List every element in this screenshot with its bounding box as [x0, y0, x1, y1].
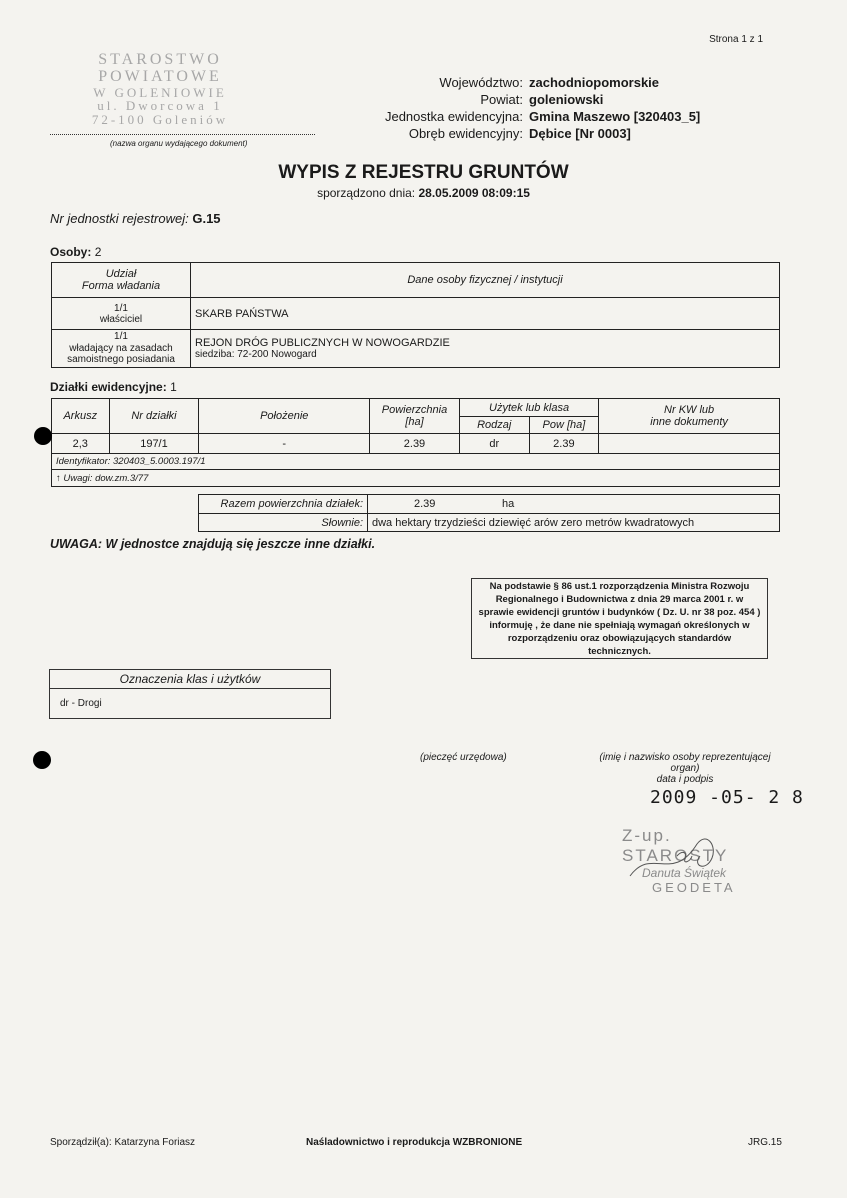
kw-header-line: Nr KW lub — [664, 404, 715, 416]
class-area-cell: 2.39 — [529, 434, 599, 454]
total-area-label: Razem powierzchnia działek: — [199, 495, 368, 514]
parcel-remarks: ↑ Uwagi: dow.zm.3/77 — [52, 470, 780, 487]
share-cell — [52, 330, 191, 368]
person-cell — [191, 298, 780, 330]
document-title: WYPIS Z REJESTRU GRUNTÓW — [278, 162, 569, 183]
person-row — [52, 298, 780, 330]
sheet-cell: 2,3 — [52, 434, 110, 454]
office-caption: (nazwa organu wydającego dokument) — [110, 139, 248, 148]
header-precinct — [330, 126, 830, 141]
signature-stamp-line: GEODETA — [652, 880, 736, 895]
person-row — [52, 330, 780, 368]
persons-header-row — [52, 263, 780, 298]
unit-label: Nr jednostki rejestrowej: — [50, 211, 189, 226]
share-header-line: Forma władania — [81, 280, 161, 292]
signer-caption-line: data i podpis — [656, 774, 714, 785]
persons-count: 2 — [94, 245, 102, 259]
parcels-count: 1 — [170, 380, 177, 394]
area-cell: 2.39 — [370, 434, 460, 454]
subtitle-prefix: sporządzono dnia: — [317, 186, 416, 200]
regulation-notice — [471, 578, 768, 659]
ownership-form: właściciel — [99, 313, 143, 325]
stamp-line: 72-100 Goleniów — [91, 111, 229, 127]
area-words-value: dwa hektary trzydzieści dziewięć arów zero metrów kwadratowych — [368, 514, 780, 532]
signer-caption-line: (imię i nazwisko osoby reprezentującej organ) — [599, 752, 771, 774]
parcel-number-header: Nr działki — [109, 399, 199, 434]
persons-label: Osoby: — [50, 245, 92, 259]
copyright-note: Naśladownictwo i reprodukcja WZBRONIONE — [306, 1137, 523, 1148]
header-value: Dębice [Nr 0003] — [529, 126, 631, 141]
header-value: goleniowski — [529, 92, 604, 107]
persons-heading — [50, 245, 101, 259]
office-stamp — [55, 52, 265, 127]
area-header — [370, 399, 460, 434]
person-detail: siedziba: 72-200 Nowogard — [195, 349, 317, 360]
stamp-line: ul. Dworcowa 1 — [97, 98, 223, 114]
totals-table — [198, 494, 780, 532]
parcels-header-row — [52, 399, 780, 417]
warning-note: UWAGA: W jednostce znajdują się jeszcze inne działki. — [50, 537, 376, 551]
share-header — [52, 263, 191, 298]
type-header: Rodzaj — [459, 417, 529, 434]
header-voivodeship — [330, 75, 830, 90]
person-cell — [191, 330, 780, 368]
header-label: Województwo: — [439, 75, 523, 90]
type-cell: dr — [459, 434, 529, 454]
signature-stamp-line: Danuta Świątek — [642, 866, 727, 880]
header-value: zachodniopomorskie — [529, 75, 660, 90]
unit-number — [50, 211, 221, 226]
prepared-by: Sporządził(a): Katarzyna Foriasz — [50, 1137, 196, 1148]
legend-item: dr - Drogi — [60, 698, 102, 709]
ownership-form: władający na zasadach — [69, 342, 173, 354]
persons-table — [51, 262, 780, 368]
person-name: SKARB PAŃSTWA — [195, 307, 289, 320]
share-value: 1/1 — [114, 331, 128, 343]
total-area-value: 2.39 — [368, 495, 499, 514]
notice-text: Na podstawie § 86 ust.1 rozporządzenia Ministra Rozwoju Regionalnego i Budownictwa z dnia 29 marca 2001 r. w sprawie ewidencji gruntów i budynków ( Dz. U. nr 38 poz. 454 ) informuję , że dane nie spełniają wymagań określonych w rozporządzeniu oraz obowiązujących standardów technicznych. — [478, 580, 761, 657]
page-number: Strona 1 z 1 — [709, 34, 763, 45]
parcels-table — [51, 398, 780, 487]
land-use-header: Użytek lub klasa — [459, 399, 598, 417]
punch-hole — [34, 427, 52, 445]
header-label: Obręb ewidencyjny: — [408, 126, 523, 141]
unit-value: G.15 — [192, 211, 221, 226]
document-subtitle — [0, 186, 847, 200]
share-value: 1/1 — [114, 302, 128, 314]
kw-cell — [599, 434, 780, 454]
signature-date-stamp: 2009 -05- 2 8 — [650, 787, 804, 808]
punch-hole — [33, 751, 51, 769]
person-header: Dane osoby fizycznej / instytucji — [191, 263, 780, 298]
parcel-row — [52, 434, 780, 454]
location-header: Położenie — [199, 399, 370, 434]
header-county — [330, 92, 830, 107]
stamp-line: POWIATOWE — [98, 67, 222, 85]
official-signature-stamp — [622, 826, 782, 895]
dotted-line — [50, 124, 315, 135]
parcel-identifier: Identyfikator: 320403_5.0003.197/1 — [52, 454, 780, 470]
share-header-line: Udział — [105, 268, 137, 280]
sheet-header: Arkusz — [52, 399, 110, 434]
area-words-label: Słownie: — [199, 514, 368, 532]
header-value: Gmina Maszewo [320403_5] — [529, 109, 701, 124]
share-cell — [52, 298, 191, 330]
area-words-row — [199, 514, 780, 532]
total-area-unit: ha — [498, 495, 780, 514]
stamp-line: W GOLENIOWIE — [93, 84, 227, 100]
kw-header — [599, 399, 780, 434]
person-name: REJON DRÓG PUBLICZNYCH W NOWOGARDZIE — [195, 337, 450, 349]
area-header-line: Powierzchnia — [381, 404, 448, 416]
header-unit — [330, 109, 830, 124]
parcels-label: Działki ewidencyjne: — [50, 380, 167, 394]
identifier-row — [52, 454, 780, 470]
area-header-line: [ha] — [405, 416, 424, 428]
signature-stamp-line: Z-up. STAROSTY — [622, 826, 729, 865]
stamp-line: STAROSTWO — [98, 51, 222, 68]
parcels-heading — [50, 380, 177, 394]
remarks-row — [52, 470, 780, 487]
ownership-form: samoistnego posiadania — [67, 354, 175, 366]
header-label: Powiat: — [480, 92, 523, 107]
location-cell: - — [199, 434, 370, 454]
legend-title: Oznaczenia klas i użytków — [50, 670, 330, 689]
legend-box — [49, 669, 331, 719]
seal-caption: (pieczęć urzędowa) — [420, 752, 507, 763]
total-area-row — [199, 495, 780, 514]
class-area-header: Pow [ha] — [529, 417, 599, 434]
header-label: Jednostka ewidencyjna: — [384, 109, 523, 124]
document-code: JRG.15 — [748, 1137, 782, 1148]
signature-scribble — [622, 826, 782, 888]
parcel-number-cell: 197/1 — [109, 434, 199, 454]
kw-header-line: inne dokumenty — [650, 416, 728, 428]
signer-caption — [585, 752, 785, 785]
subtitle-date: 28.05.2009 08:09:15 — [418, 186, 530, 200]
